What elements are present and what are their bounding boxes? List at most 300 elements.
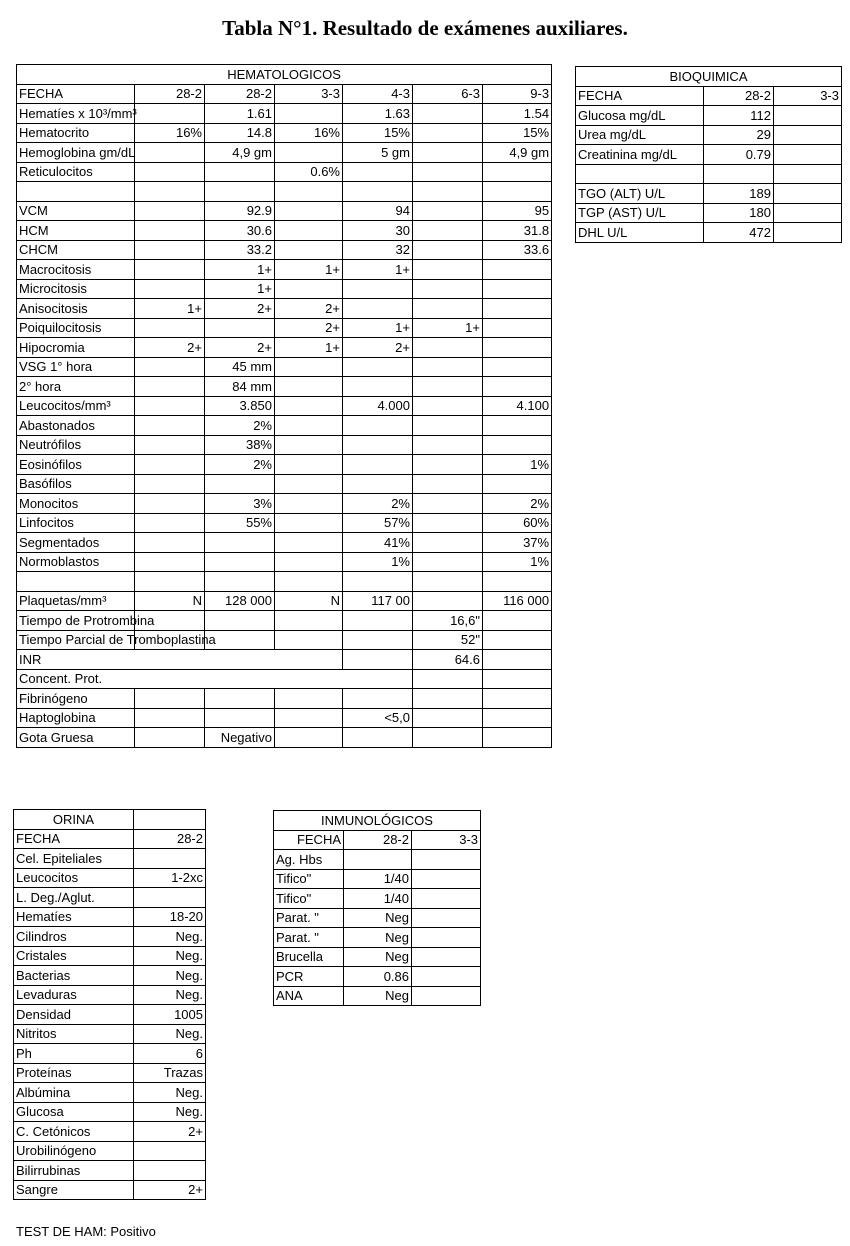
value-cell: 1.63 xyxy=(343,104,413,124)
value-cell xyxy=(413,201,483,221)
value-cell xyxy=(413,240,483,260)
date-header: 28-2 xyxy=(704,86,774,106)
value-cell xyxy=(205,572,275,592)
value-cell xyxy=(483,572,552,592)
value-cell xyxy=(343,689,413,709)
value-cell: 117 00 xyxy=(343,591,413,611)
value-cell xyxy=(413,260,483,280)
value-cell xyxy=(774,125,842,145)
empty-cell xyxy=(134,810,206,830)
value-cell xyxy=(343,299,413,319)
table-row xyxy=(576,164,842,184)
value-cell xyxy=(275,494,343,514)
value-cell: 15% xyxy=(343,123,413,143)
value-cell: 16% xyxy=(135,123,205,143)
row-label: PCR xyxy=(274,967,344,987)
value-cell xyxy=(275,513,343,533)
date-header: 28-2 xyxy=(135,84,205,104)
table-row xyxy=(14,1005,206,1025)
table-row xyxy=(576,125,842,145)
table-row xyxy=(274,928,481,948)
table-row xyxy=(17,533,552,553)
value-cell: Neg. xyxy=(134,927,206,947)
row-label: Eosinófilos xyxy=(17,455,135,475)
value-cell xyxy=(412,967,481,987)
value-cell: Negativo xyxy=(205,728,275,748)
row-label: ANA xyxy=(274,986,344,1006)
value-cell xyxy=(483,416,552,436)
value-cell xyxy=(134,849,206,869)
row-label: Haptoglobina xyxy=(17,708,135,728)
value-cell: 1% xyxy=(483,455,552,475)
value-cell: 92.9 xyxy=(205,201,275,221)
value-cell xyxy=(483,299,552,319)
value-cell xyxy=(343,182,413,202)
value-cell xyxy=(412,928,481,948)
row-label: TGO (ALT) U/L xyxy=(576,184,704,204)
value-cell: Neg. xyxy=(134,946,206,966)
row-label: Tifico" xyxy=(274,869,344,889)
table-row xyxy=(17,572,552,592)
row-label: Normoblastos xyxy=(17,552,135,572)
value-cell xyxy=(413,143,483,163)
value-cell xyxy=(135,357,205,377)
table-row xyxy=(17,455,552,475)
value-cell xyxy=(483,182,552,202)
value-cell xyxy=(774,223,842,243)
value-cell xyxy=(135,416,205,436)
value-cell: 2+ xyxy=(134,1122,206,1142)
value-cell xyxy=(205,318,275,338)
value-cell xyxy=(412,908,481,928)
date-header: 4-3 xyxy=(343,84,413,104)
table-row xyxy=(14,1044,206,1064)
value-cell xyxy=(413,416,483,436)
value-cell: 2+ xyxy=(343,338,413,358)
value-cell xyxy=(275,357,343,377)
value-cell: 4.100 xyxy=(483,396,552,416)
value-cell xyxy=(483,435,552,455)
row-label: VCM xyxy=(17,201,135,221)
value-cell: 6 xyxy=(134,1044,206,1064)
table-row xyxy=(274,986,481,1006)
value-cell xyxy=(413,708,483,728)
table-row xyxy=(17,377,552,397)
row-label: Ph xyxy=(14,1044,134,1064)
row-label: Tifico" xyxy=(274,889,344,909)
table-row xyxy=(274,947,481,967)
table-row xyxy=(14,927,206,947)
table-row xyxy=(576,203,842,223)
row-label: Tiempo Parcial de Tromboplastina xyxy=(17,630,135,650)
table-row xyxy=(274,869,481,889)
value-cell: 5 gm xyxy=(343,143,413,163)
value-cell: Neg. xyxy=(134,985,206,1005)
value-cell xyxy=(134,1141,206,1161)
value-cell: Neg. xyxy=(134,1083,206,1103)
table-row xyxy=(14,849,206,869)
value-cell xyxy=(483,162,552,182)
row-label: CHCM xyxy=(17,240,135,260)
column-label: FECHA xyxy=(17,84,135,104)
value-cell xyxy=(275,630,343,650)
row-label: Levaduras xyxy=(14,985,134,1005)
value-cell: 2+ xyxy=(205,299,275,319)
value-cell: 30 xyxy=(343,221,413,241)
value-cell xyxy=(412,850,481,870)
table-row xyxy=(17,474,552,494)
value-cell: 94 xyxy=(343,201,413,221)
value-cell: Trazas xyxy=(134,1063,206,1083)
value-cell xyxy=(275,240,343,260)
row-label: Segmentados xyxy=(17,533,135,553)
row-label: Urobilinógeno xyxy=(14,1141,134,1161)
value-cell: 2+ xyxy=(205,338,275,358)
value-cell xyxy=(275,104,343,124)
value-cell: 3% xyxy=(205,494,275,514)
value-cell xyxy=(205,552,275,572)
value-cell xyxy=(413,591,483,611)
value-cell xyxy=(135,396,205,416)
orina-body xyxy=(14,810,206,1200)
row-label: Anisocitosis xyxy=(17,299,135,319)
value-cell: 38% xyxy=(205,435,275,455)
value-cell: 16% xyxy=(275,123,343,143)
value-cell xyxy=(774,106,842,126)
table-row xyxy=(17,201,552,221)
value-cell xyxy=(412,889,481,909)
table-row xyxy=(17,630,552,650)
row-label: Sangre xyxy=(14,1180,134,1200)
value-cell: 31.8 xyxy=(483,221,552,241)
value-cell xyxy=(343,435,413,455)
value-cell xyxy=(483,650,552,670)
row-label: Cel. Epiteliales xyxy=(14,849,134,869)
value-cell xyxy=(413,396,483,416)
row-label: Creatinina mg/dL xyxy=(576,145,704,165)
value-cell xyxy=(343,416,413,436)
row-label xyxy=(17,572,135,592)
fecha-row xyxy=(576,86,842,106)
row-label xyxy=(17,182,135,202)
value-cell: 1.61 xyxy=(205,104,275,124)
value-cell xyxy=(135,104,205,124)
value-cell: 1+ xyxy=(343,318,413,338)
value-cell: N xyxy=(135,591,205,611)
table-row xyxy=(17,435,552,455)
value-cell xyxy=(774,184,842,204)
value-cell: 1+ xyxy=(205,260,275,280)
row-label: Parat. " xyxy=(274,928,344,948)
date-header: 3-3 xyxy=(412,830,481,850)
value-cell xyxy=(275,572,343,592)
value-cell: 472 xyxy=(704,223,774,243)
value-cell: 95 xyxy=(483,201,552,221)
value-cell: 37% xyxy=(483,533,552,553)
value-cell xyxy=(774,145,842,165)
table-row xyxy=(17,162,552,182)
value-cell xyxy=(135,708,205,728)
table-row xyxy=(17,338,552,358)
value-cell: 0.6% xyxy=(275,162,343,182)
value-cell: 1005 xyxy=(134,1005,206,1025)
table-row xyxy=(14,1024,206,1044)
value-cell xyxy=(135,728,205,748)
value-cell xyxy=(135,260,205,280)
value-cell xyxy=(413,552,483,572)
table-row xyxy=(17,494,552,514)
value-cell xyxy=(343,611,413,631)
value-cell: 2% xyxy=(205,455,275,475)
value-cell xyxy=(413,689,483,709)
value-cell xyxy=(135,474,205,494)
value-cell: 1% xyxy=(483,552,552,572)
value-cell xyxy=(413,162,483,182)
value-cell: 33.6 xyxy=(483,240,552,260)
value-cell xyxy=(135,689,205,709)
value-cell xyxy=(275,221,343,241)
value-cell xyxy=(413,279,483,299)
value-cell xyxy=(205,162,275,182)
row-label: Hematíes xyxy=(14,907,134,927)
value-cell: 1+ xyxy=(135,299,205,319)
row-label: DHL U/L xyxy=(576,223,704,243)
table-row xyxy=(14,946,206,966)
value-cell: 41% xyxy=(343,533,413,553)
row-label: Neutrófilos xyxy=(17,435,135,455)
value-cell xyxy=(135,240,205,260)
row-label: Glucosa mg/dL xyxy=(576,106,704,126)
fecha-row xyxy=(274,830,481,850)
value-cell xyxy=(135,572,205,592)
value-cell: 55% xyxy=(205,513,275,533)
table-row xyxy=(274,889,481,909)
row-label: Reticulocitos xyxy=(17,162,135,182)
row-label: Monocitos xyxy=(17,494,135,514)
value-cell xyxy=(275,396,343,416)
value-cell xyxy=(135,552,205,572)
row-label: Gota Gruesa xyxy=(17,728,135,748)
value-cell: 33.2 xyxy=(205,240,275,260)
value-cell xyxy=(413,572,483,592)
value-cell: 2+ xyxy=(135,338,205,358)
value-cell xyxy=(135,279,205,299)
value-cell xyxy=(135,494,205,514)
value-cell: 1+ xyxy=(413,318,483,338)
value-cell xyxy=(774,203,842,223)
value-cell xyxy=(483,338,552,358)
value-cell xyxy=(483,279,552,299)
section-header: BIOQUIMICA xyxy=(576,67,842,87)
section-header: HEMATOLOGICOS xyxy=(17,65,552,85)
table-row xyxy=(17,650,552,670)
table-row xyxy=(14,966,206,986)
value-cell xyxy=(413,513,483,533)
table-row xyxy=(17,708,552,728)
value-cell xyxy=(343,572,413,592)
row-label: Densidad xyxy=(14,1005,134,1025)
value-cell xyxy=(343,474,413,494)
value-cell xyxy=(205,708,275,728)
value-cell xyxy=(413,221,483,241)
value-cell xyxy=(205,182,275,202)
table-row xyxy=(14,888,206,908)
value-cell xyxy=(343,357,413,377)
value-cell xyxy=(135,221,205,241)
table-row xyxy=(17,669,552,689)
value-cell: <5,0 xyxy=(343,708,413,728)
value-cell: 2% xyxy=(343,494,413,514)
value-cell: 64.6 xyxy=(413,650,483,670)
table-row xyxy=(17,221,552,241)
value-cell: 52" xyxy=(413,630,483,650)
value-cell xyxy=(483,728,552,748)
column-label: FECHA xyxy=(576,86,704,106)
value-cell xyxy=(343,377,413,397)
value-cell xyxy=(413,533,483,553)
section-header: ORINA xyxy=(14,810,134,830)
row-label: Concent. Prot. xyxy=(17,669,413,689)
row-label: Cristales xyxy=(14,946,134,966)
value-cell xyxy=(275,435,343,455)
date-header: 9-3 xyxy=(483,84,552,104)
value-cell xyxy=(343,728,413,748)
value-cell: 1/40 xyxy=(344,869,412,889)
section-header: INMUNOLÓGICOS xyxy=(274,811,481,831)
row-label: TGP (AST) U/L xyxy=(576,203,704,223)
value-cell xyxy=(413,299,483,319)
row-label: Fibrinógeno xyxy=(17,689,135,709)
value-cell xyxy=(135,455,205,475)
value-cell xyxy=(343,279,413,299)
value-cell: 1/40 xyxy=(344,889,412,909)
value-cell: N xyxy=(275,591,343,611)
section-header-row xyxy=(576,67,842,87)
row-label: Leucocitos/mm³ xyxy=(17,396,135,416)
table-row xyxy=(17,182,552,202)
table-row xyxy=(14,1083,206,1103)
value-cell xyxy=(275,416,343,436)
value-cell xyxy=(483,474,552,494)
inmunologicos-body xyxy=(274,811,481,1006)
table-row xyxy=(17,260,552,280)
row-label: Leucocitos xyxy=(14,868,134,888)
value-cell xyxy=(275,201,343,221)
value-cell xyxy=(275,377,343,397)
value-cell: 4,9 gm xyxy=(205,143,275,163)
value-cell xyxy=(275,611,343,631)
value-cell: 1.54 xyxy=(483,104,552,124)
table-row xyxy=(14,1161,206,1181)
value-cell xyxy=(135,201,205,221)
value-cell xyxy=(774,164,842,184)
table-row xyxy=(17,357,552,377)
value-cell: 29 xyxy=(704,125,774,145)
table-row xyxy=(274,850,481,870)
value-cell: 3.850 xyxy=(205,396,275,416)
value-cell xyxy=(275,689,343,709)
value-cell xyxy=(205,533,275,553)
value-cell xyxy=(412,947,481,967)
row-label: Tiempo de Protrombina xyxy=(17,611,135,631)
value-cell xyxy=(134,1161,206,1181)
value-cell: 60% xyxy=(483,513,552,533)
value-cell xyxy=(135,162,205,182)
value-cell xyxy=(483,377,552,397)
row-label: HCM xyxy=(17,221,135,241)
value-cell xyxy=(413,338,483,358)
table-row xyxy=(14,907,206,927)
value-cell xyxy=(483,357,552,377)
row-label: Hipocromia xyxy=(17,338,135,358)
row-label: Nitritos xyxy=(14,1024,134,1044)
column-label: FECHA xyxy=(14,829,134,849)
value-cell: 4.000 xyxy=(343,396,413,416)
row-label: Glucosa xyxy=(14,1102,134,1122)
value-cell: 2% xyxy=(483,494,552,514)
value-cell: 112 xyxy=(704,106,774,126)
value-cell: 2+ xyxy=(275,299,343,319)
value-cell xyxy=(135,318,205,338)
value-cell xyxy=(275,708,343,728)
value-cell: 1-2xc xyxy=(134,868,206,888)
value-cell: 2+ xyxy=(275,318,343,338)
date-header: 3-3 xyxy=(275,84,343,104)
value-cell: 1% xyxy=(343,552,413,572)
value-cell xyxy=(135,182,205,202)
table-row xyxy=(17,513,552,533)
table-row xyxy=(17,689,552,709)
value-cell: Neg xyxy=(344,947,412,967)
row-label: Hematocrito xyxy=(17,123,135,143)
table-row xyxy=(17,299,552,319)
value-cell: 30.6 xyxy=(205,221,275,241)
value-cell: Neg. xyxy=(134,1102,206,1122)
value-cell xyxy=(134,888,206,908)
value-cell xyxy=(205,474,275,494)
row-label: Hemoglobina gm/dL xyxy=(17,143,135,163)
value-cell: 1+ xyxy=(205,279,275,299)
value-cell: 4,9 gm xyxy=(483,143,552,163)
value-cell xyxy=(275,182,343,202)
value-cell xyxy=(483,260,552,280)
value-cell xyxy=(343,455,413,475)
table-row xyxy=(17,143,552,163)
value-cell: 84 mm xyxy=(205,377,275,397)
row-label: 2° hora xyxy=(17,377,135,397)
value-cell xyxy=(275,533,343,553)
value-cell xyxy=(483,669,552,689)
value-cell xyxy=(483,318,552,338)
row-label: Basófilos xyxy=(17,474,135,494)
value-cell xyxy=(413,494,483,514)
table-row xyxy=(576,145,842,165)
value-cell xyxy=(483,630,552,650)
table-row xyxy=(14,1102,206,1122)
table-row xyxy=(17,416,552,436)
page-title: Tabla N°1. Resultado de exámenes auxiliares. xyxy=(222,16,628,40)
table-row xyxy=(17,611,552,631)
value-cell xyxy=(275,552,343,572)
value-cell: 15% xyxy=(483,123,552,143)
hematologicos-table xyxy=(16,64,552,748)
row-label: L. Deg./Aglut. xyxy=(14,888,134,908)
row-label: Plaquetas/mm³ xyxy=(17,591,135,611)
row-label: Microcitosis xyxy=(17,279,135,299)
row-label: Urea mg/dL xyxy=(576,125,704,145)
value-cell xyxy=(483,611,552,631)
section-header-row xyxy=(274,811,481,831)
